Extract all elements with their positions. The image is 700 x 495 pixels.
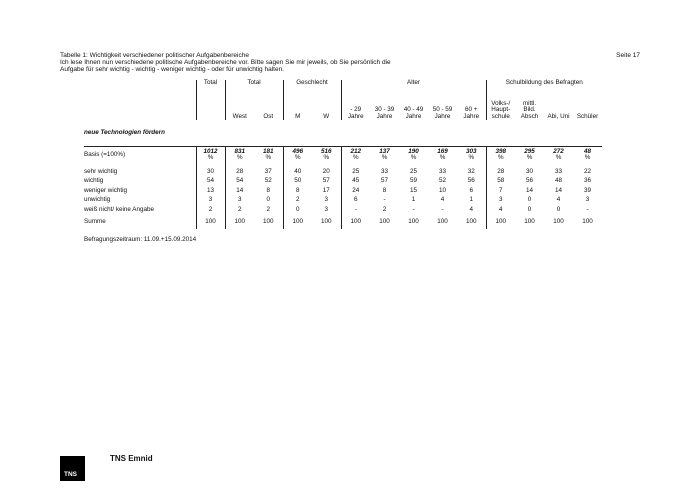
basis-cell <box>341 147 370 164</box>
basis-unit: % <box>236 154 243 161</box>
column-header <box>486 92 515 120</box>
basis-value: 212 <box>350 147 361 155</box>
basis-unit: % <box>555 154 562 161</box>
value-cell: 30 <box>196 167 225 177</box>
column-header-row <box>84 92 602 120</box>
table-row <box>84 177 602 187</box>
row-label: unwichtig <box>84 196 111 204</box>
column-header <box>370 92 399 120</box>
value-cell: 39 <box>583 186 591 194</box>
basis-unit: % <box>381 154 388 161</box>
summe-cell: 100 <box>524 217 535 225</box>
value-cell: 4 <box>486 205 515 215</box>
question-text-line1: Ich lese Ihnen nun verschiedene politische Aufgabenbereiche vor. Bitte sagen Sie mir jeweils, ob Sie persönlich die <box>60 59 391 67</box>
value-cell: - <box>412 205 415 213</box>
basis-row <box>84 147 602 164</box>
value-cell: 20 <box>322 167 330 175</box>
value-cell: 30 <box>525 167 533 175</box>
value-cell: 3 <box>585 196 590 204</box>
column-header-line: Jahre <box>405 112 422 120</box>
value-cell: 14 <box>525 186 533 194</box>
basis-value: 295 <box>524 147 535 155</box>
table-row <box>84 205 602 215</box>
column-header-line: Bild. <box>523 106 536 114</box>
value-cell: 59 <box>409 177 417 185</box>
basis-value: 831 <box>234 147 245 155</box>
column-header-line: 60 + <box>465 106 478 114</box>
value-cell: 45 <box>341 177 370 187</box>
column-header <box>428 92 457 120</box>
column-header-line: - 29 <box>350 106 362 114</box>
column-header <box>225 92 254 120</box>
basis-value: 516 <box>320 147 332 155</box>
value-cell: 2 <box>266 205 270 213</box>
value-cell: 3 <box>196 196 225 206</box>
column-header <box>573 92 602 120</box>
column-header-line: 50 - 59 <box>432 106 453 114</box>
value-cell: 0 <box>527 205 532 213</box>
value-cell: 4 <box>469 205 473 213</box>
summe-cell: 100 <box>225 215 254 229</box>
column-header-line: Schüler <box>576 112 599 120</box>
column-header-line: Ost <box>263 112 274 120</box>
basis-cell <box>515 147 544 164</box>
value-cell: 8 <box>382 186 387 194</box>
value-cell: - <box>586 205 589 213</box>
basis-cell <box>399 147 428 164</box>
page-number: Seite 17 <box>616 52 640 59</box>
basis-value: 169 <box>437 147 448 155</box>
value-cell: - <box>441 205 444 213</box>
value-cell: 54 <box>225 177 254 187</box>
table-header <box>60 52 391 74</box>
column-header-line: Jahre <box>463 112 480 120</box>
basis-unit: % <box>294 154 301 161</box>
summe-cell: 100 <box>283 215 312 229</box>
section-label: neue Technologien fördern <box>84 128 165 136</box>
basis-cell <box>312 147 341 164</box>
basis-cell <box>283 147 312 164</box>
value-cell: 32 <box>467 167 475 175</box>
basis-unit: % <box>265 154 272 161</box>
column-header <box>254 92 283 120</box>
value-cell: 56 <box>467 177 475 185</box>
column-header <box>341 92 370 120</box>
value-cell: - <box>383 196 386 204</box>
value-cell: 3 <box>225 196 254 206</box>
summe-label: Summe <box>84 217 106 225</box>
value-cell: 2 <box>283 196 312 206</box>
basis-value: 137 <box>379 147 390 155</box>
value-cell: 28 <box>225 167 254 177</box>
value-cell: 8 <box>266 186 270 194</box>
group-header: Alter <box>341 80 486 92</box>
basis-label: Basis (=100%) <box>84 147 196 164</box>
basis-cell <box>428 147 457 164</box>
column-header-line: Absch <box>520 112 539 120</box>
value-cell: 24 <box>341 186 370 196</box>
table-row <box>84 167 602 177</box>
group-header: Schulbildung des Befragten <box>486 80 602 92</box>
value-cell: 3 <box>486 196 515 206</box>
question-text-line2: Aufgabe für sehr wichtig - wichtig - weniger wichtig - oder für unwichtig halten. <box>60 66 284 74</box>
basis-unit: % <box>352 154 359 161</box>
column-header <box>283 92 312 120</box>
value-cell: 13 <box>196 186 225 196</box>
value-cell: 52 <box>438 177 446 185</box>
group-header-row <box>84 80 602 92</box>
basis-cell <box>196 147 225 164</box>
summe-cell: 100 <box>379 217 390 225</box>
basis-value: 272 <box>553 147 564 155</box>
value-cell: 57 <box>322 177 330 185</box>
basis-unit: % <box>439 154 446 161</box>
basis-cell <box>254 147 283 164</box>
value-cell: 7 <box>486 186 515 196</box>
basis-cell <box>457 147 486 164</box>
logo-text: TNS <box>64 471 77 478</box>
basis-cell <box>486 147 515 164</box>
column-header-line: Jahre <box>347 112 364 120</box>
basis-cell <box>370 147 399 164</box>
basis-value: 190 <box>408 147 419 155</box>
value-cell: 40 <box>283 167 312 177</box>
value-cell: 58 <box>486 177 515 187</box>
value-cell: 0 <box>527 196 532 204</box>
table-row <box>84 186 602 196</box>
basis-unit: % <box>526 154 533 161</box>
summe-cell: 100 <box>486 215 515 229</box>
value-cell: 4 <box>440 196 445 204</box>
value-cell: 6 <box>341 196 370 206</box>
column-header <box>399 92 428 120</box>
value-cell: 25 <box>409 167 417 175</box>
value-cell: 57 <box>380 177 388 185</box>
group-header: Total <box>196 80 225 92</box>
basis-cell <box>544 147 573 164</box>
value-cell: 8 <box>283 186 312 196</box>
table-row <box>84 196 602 206</box>
column-header <box>457 92 486 120</box>
corner-cell <box>84 80 196 92</box>
summe-cell: 100 <box>262 217 274 225</box>
summe-cell: 100 <box>341 215 370 229</box>
basis-unit: % <box>468 154 475 161</box>
brand-name: TNS Emnid <box>110 454 153 463</box>
column-header-line: W <box>323 112 330 120</box>
value-cell: 28 <box>486 167 515 177</box>
value-cell: 0 <box>283 205 312 215</box>
column-header-line: 40 - 49 <box>403 106 424 114</box>
value-cell: 33 <box>380 167 388 175</box>
column-header-line: schule <box>491 112 510 120</box>
basis-value: 303 <box>465 147 477 155</box>
value-cell: 25 <box>341 167 370 177</box>
basis-unit: % <box>497 154 504 161</box>
value-cell: 37 <box>264 167 272 175</box>
summe-cell: 100 <box>437 217 448 225</box>
row-label: weiß nicht/ keine Angabe <box>84 205 155 213</box>
basis-cell <box>573 147 602 164</box>
results-table <box>84 80 602 229</box>
column-header <box>196 92 225 120</box>
row-label: wichtig <box>84 177 104 185</box>
summe-cell: 100 <box>553 217 564 225</box>
column-header-line: mittl. <box>522 99 537 107</box>
basis-value: 496 <box>292 147 303 155</box>
value-cell: 48 <box>554 177 562 185</box>
value-cell: 36 <box>583 177 591 185</box>
value-cell: 33 <box>438 167 446 175</box>
summe-row <box>84 215 602 229</box>
value-cell: 2 <box>382 205 387 213</box>
value-cell: 33 <box>554 167 562 175</box>
column-header-line: 30 - 39 <box>374 106 395 114</box>
value-cell: 0 <box>266 196 270 204</box>
value-cell: 14 <box>554 186 562 194</box>
column-header-line: Jahre <box>434 112 451 120</box>
basis-unit: % <box>207 154 214 161</box>
row-label: weniger wichtig <box>84 186 128 194</box>
section-row <box>84 120 602 147</box>
group-header: Geschlecht <box>283 80 341 92</box>
summe-cell: 100 <box>465 217 477 225</box>
column-header <box>312 92 341 120</box>
value-cell: 4 <box>556 196 561 204</box>
summe-cell: 100 <box>408 217 419 225</box>
group-header: Total <box>225 80 283 92</box>
table-title: Tabelle 1: Wichtigkeit verschiedener politischer Aufgabenbereiche <box>60 52 249 59</box>
tns-logo <box>60 456 85 481</box>
value-cell: 52 <box>264 177 272 185</box>
value-cell: 1 <box>469 196 473 204</box>
row-label: sehr wichtig <box>84 167 118 175</box>
summe-cell: 100 <box>320 217 332 225</box>
column-header-line: Volks-/ <box>491 99 511 107</box>
column-header <box>544 92 573 120</box>
column-header-line: Haupt- <box>491 106 511 114</box>
value-cell: 6 <box>469 186 473 194</box>
column-header-line: Jahre <box>376 112 393 120</box>
value-cell: 0 <box>556 205 561 213</box>
value-cell: 2 <box>225 205 254 215</box>
column-header-line: West <box>232 112 247 120</box>
value-cell: 54 <box>196 177 225 187</box>
basis-value: 1012 <box>203 147 218 155</box>
value-cell: 22 <box>583 167 591 175</box>
summe-cell: 100 <box>196 215 225 229</box>
summe-cell: 100 <box>582 217 593 225</box>
basis-value: 398 <box>495 147 506 155</box>
column-header <box>515 92 544 120</box>
column-header-line: M <box>295 112 301 120</box>
value-cell: 10 <box>438 186 446 194</box>
survey-period: Befragungszeitraum: 11.09.+15.09.2014 <box>84 236 197 243</box>
basis-unit: % <box>323 154 330 161</box>
value-cell: 3 <box>324 196 328 204</box>
basis-unit: % <box>410 154 417 161</box>
value-cell: 1 <box>411 196 416 204</box>
value-cell: 17 <box>322 186 330 194</box>
column-header-line: Abi, Uni <box>547 112 570 120</box>
value-cell: 14 <box>225 186 254 196</box>
corner-cell <box>84 92 196 120</box>
value-cell: 15 <box>409 186 417 194</box>
value-cell: 3 <box>324 205 328 213</box>
value-cell: 2 <box>196 205 225 215</box>
value-cell: 56 <box>525 177 533 185</box>
value-cell: - <box>341 205 370 215</box>
basis-value: 48 <box>583 147 591 155</box>
basis-cell <box>225 147 254 164</box>
basis-value: 181 <box>262 147 274 155</box>
value-cell: 50 <box>283 177 312 187</box>
basis-unit: % <box>584 154 591 161</box>
